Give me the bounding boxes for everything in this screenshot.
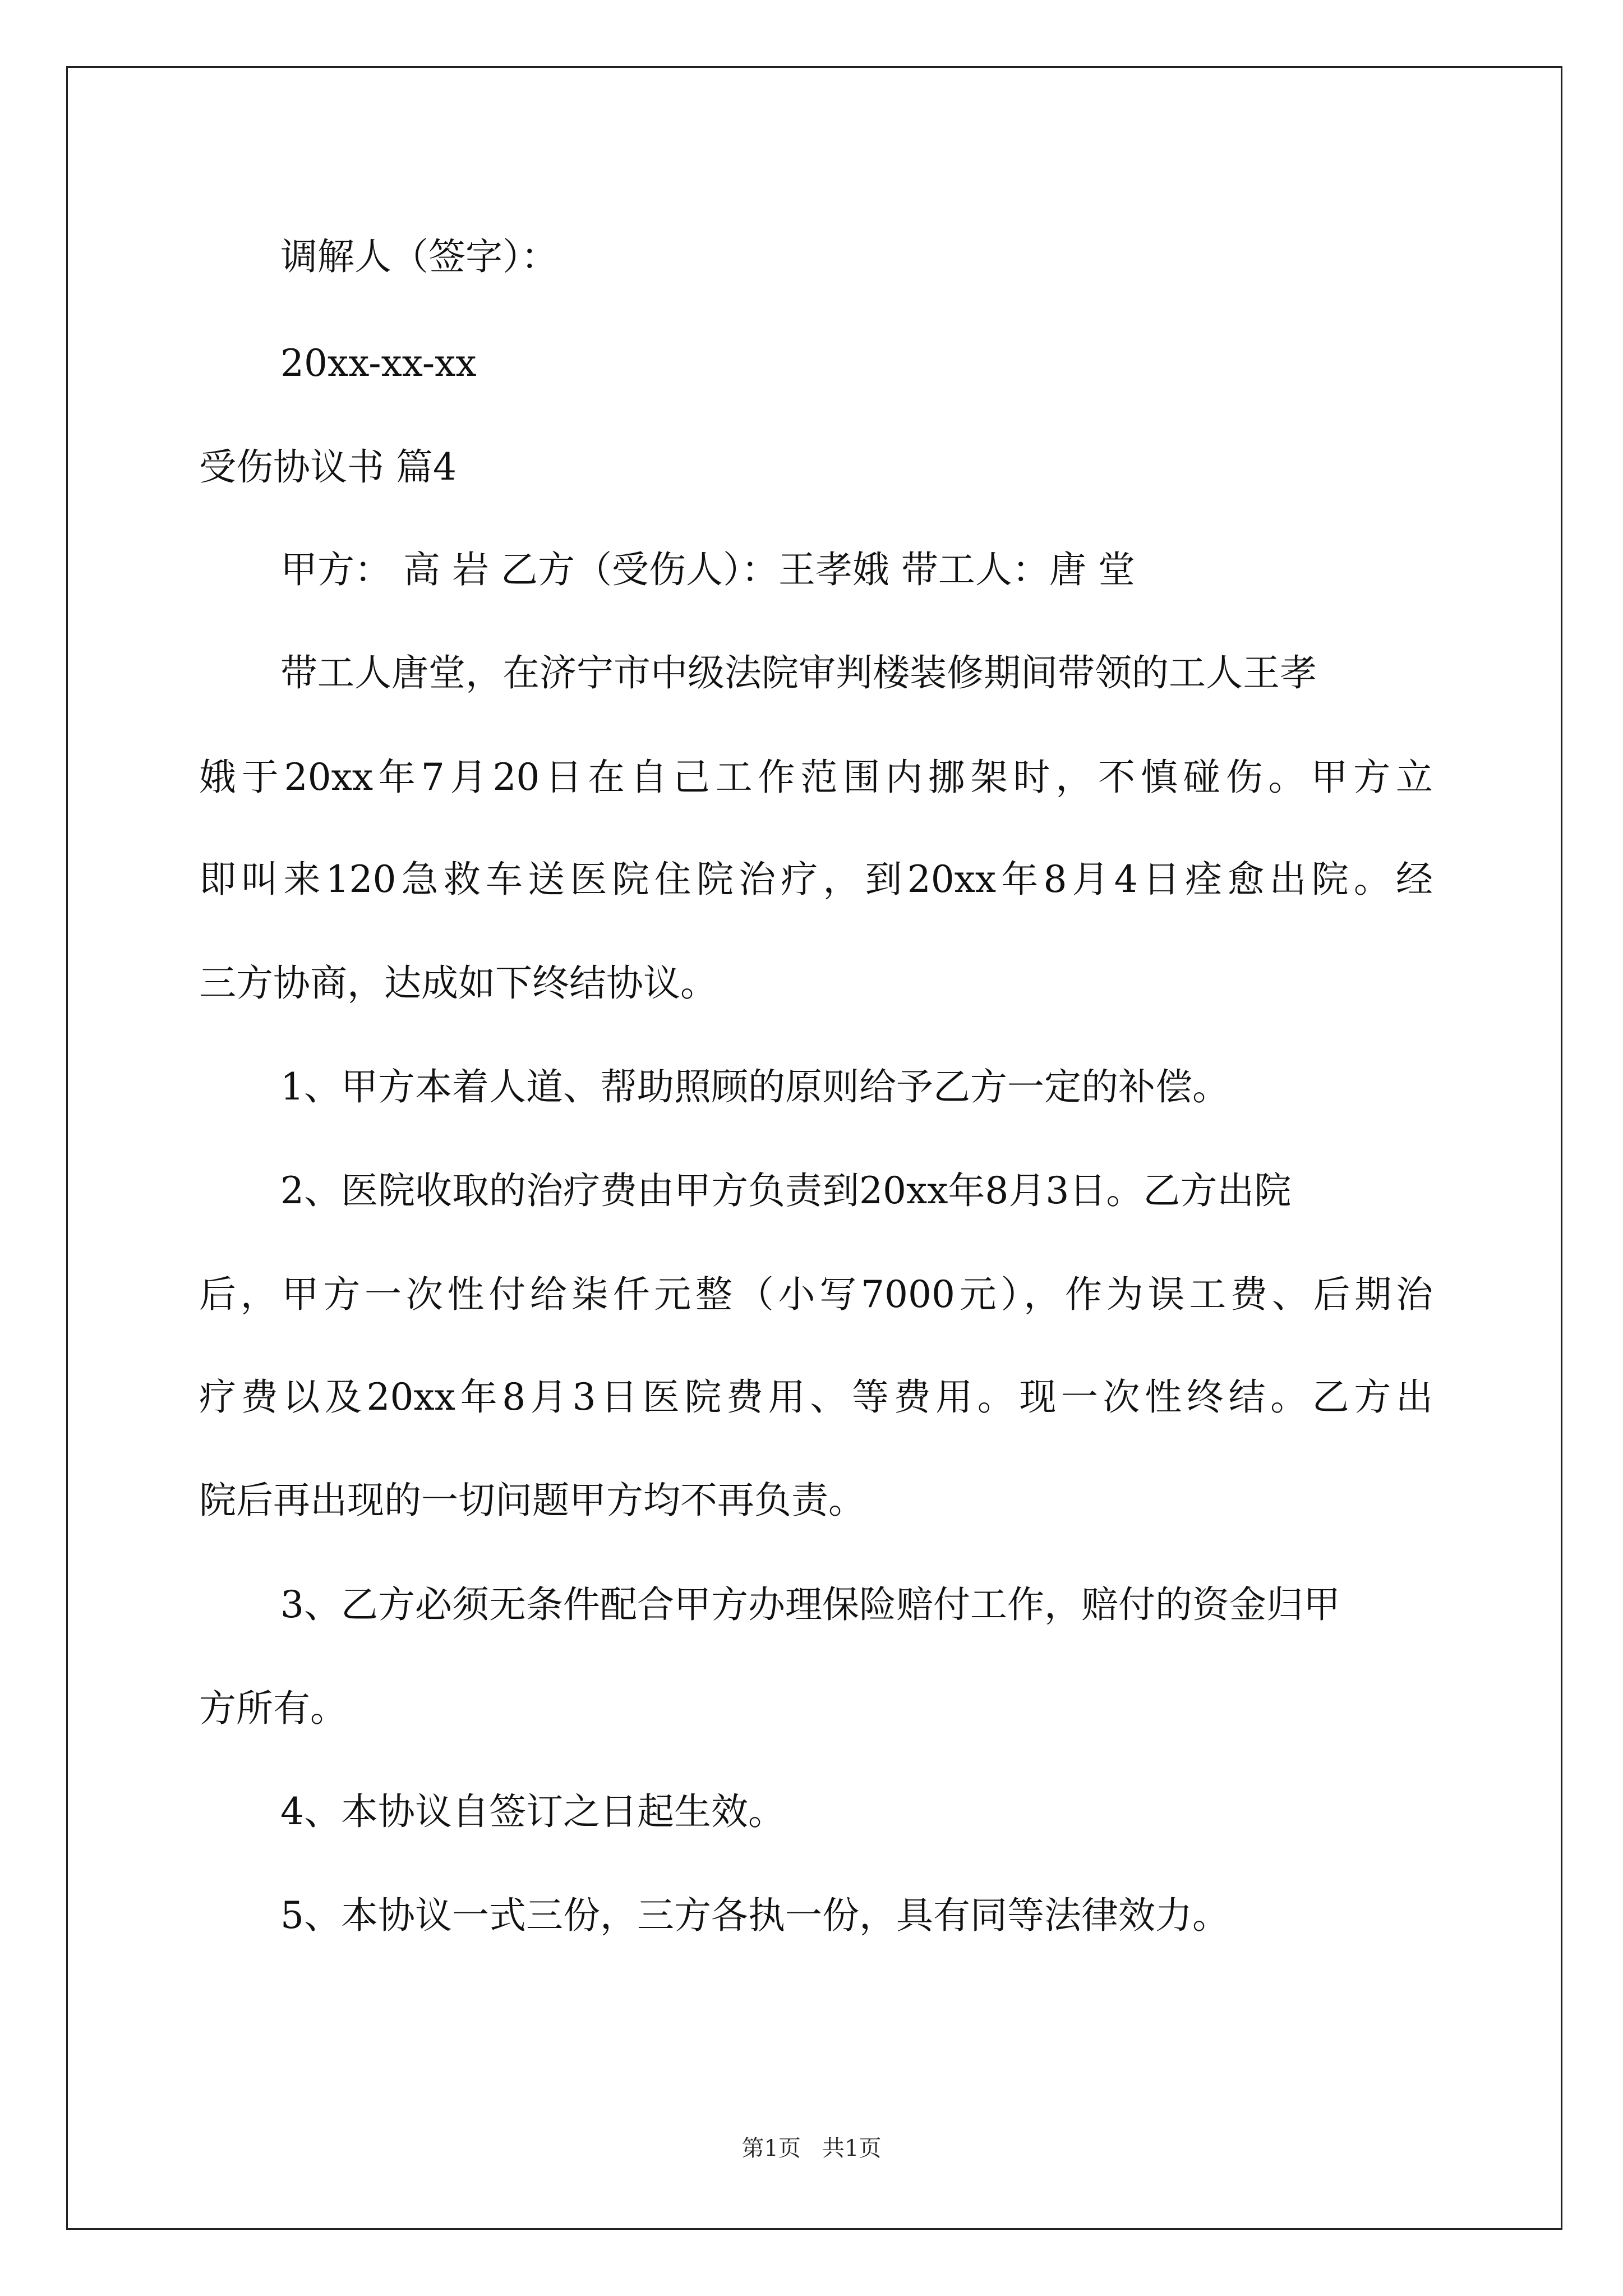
clause-2-line: 2、医院收取的治疗费由甲方负责到20xx年8月3日。乙方出院 (280, 1169, 1292, 1212)
clause-2-line: 疗费以及20xx年8月3日医院费用、等费用。现一次性终结。乙方出 (199, 1375, 1433, 1419)
clause-3-line: 方所有。 (199, 1687, 347, 1730)
clause-4: 4、本协议自签订之日起生效。 (280, 1790, 785, 1833)
clause-2-line: 后，甲方一次性付给柒仟元整（小写7000元），作为误工费、后期治 (199, 1273, 1433, 1316)
clause-1: 1、甲方本着人道、帮助照顾的原则给予乙方一定的补偿。 (280, 1065, 1229, 1108)
clause-3-line: 3、乙方必须无条件配合甲方办理保险赔付工作，赔付的资金归甲 (280, 1583, 1340, 1626)
mediator-signature-line: 调解人（签字）： (280, 235, 558, 278)
date-line: 20xx-xx-xx (280, 342, 477, 385)
paragraph-line: 三方协商，达成如下终结协议。 (199, 961, 717, 1005)
section-heading: 受伤协议书 篇4 (199, 445, 457, 489)
paragraph-line: 带工人唐堂，在济宁市中级法院审判楼装修期间带领的工人王孝 (280, 651, 1317, 694)
page-footer: 第1页 共1页 (741, 2136, 882, 2161)
paragraph-line: 即叫来120急救车送医院住院治疗，到20xx年8月4日痊愈出院。经 (199, 858, 1433, 901)
clause-5: 5、本协议一式三份，三方各执一份，具有同等法律效力。 (280, 1894, 1229, 1937)
parties-line: 甲方： 高 岩 乙方（受伤人）：王孝娥 带工人：唐 堂 (280, 548, 1135, 591)
clause-2-line: 院后再出现的一切问题甲方均不再负责。 (199, 1479, 865, 1522)
paragraph-line: 娥于20xx年7月20日在自己工作范围内挪架时，不慎碰伤。甲方立 (199, 756, 1433, 799)
